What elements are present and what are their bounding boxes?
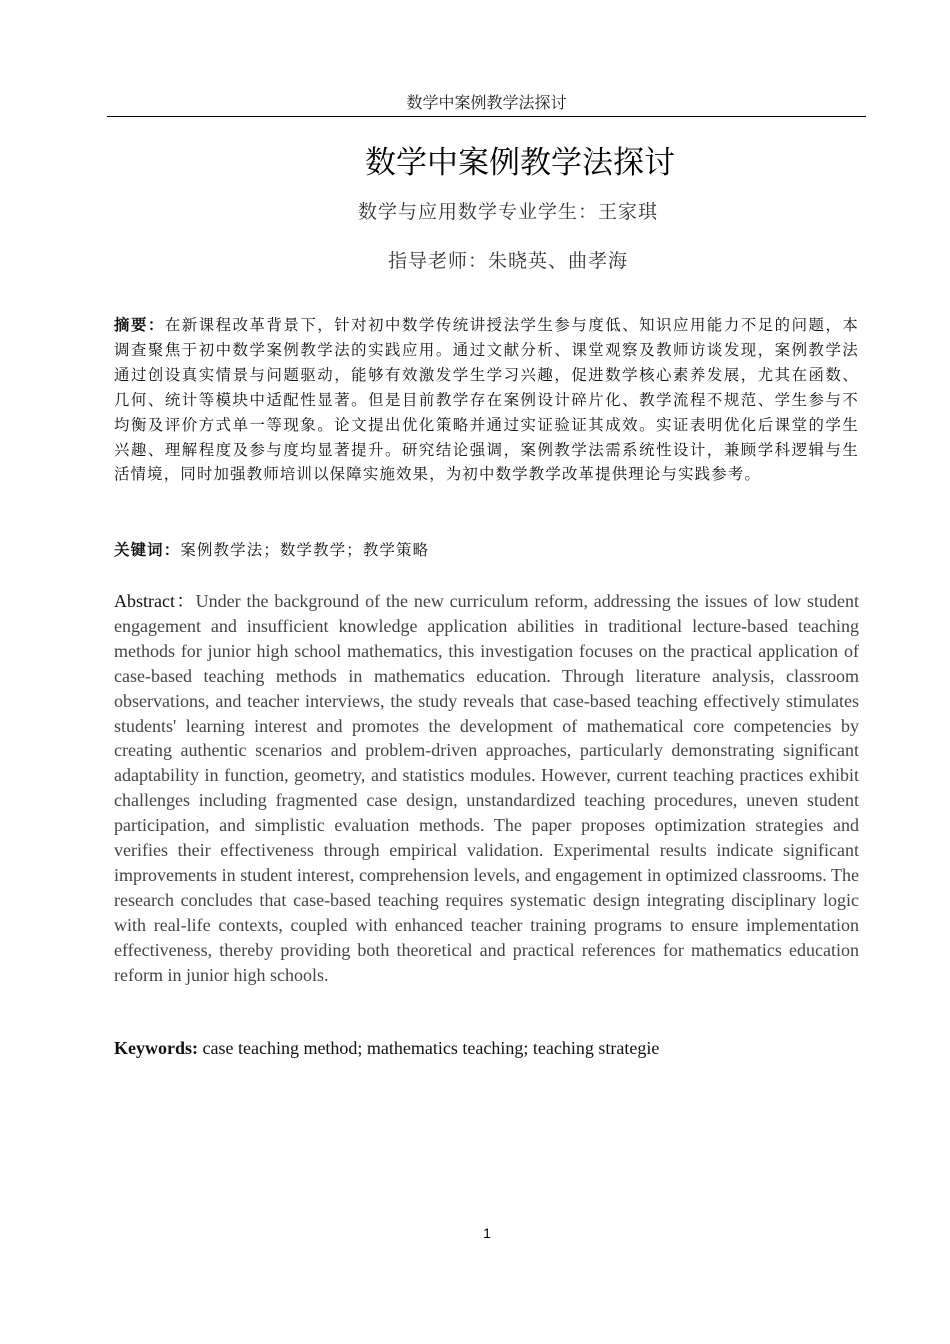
author-line: 数学与应用数学专业学生：王家琪 — [357, 201, 658, 223]
chinese-abstract — [114, 313, 859, 487]
english-abstract-label: Abstract： — [114, 591, 196, 611]
english-keywords-text: case teaching method; mathematics teaching; teaching strategie — [202, 1038, 660, 1058]
paper-title: 数学中案例教学法探讨 — [365, 145, 675, 181]
chinese-abstract-text: 在新课程改革背景下，针对初中数学传统讲授法学生参与度低、知识应用能力不足的问题，本调查聚焦于初中数学案例教学法的实践应用。通过文献分析、课堂观察及教师访谈发现，案例教学法通过创设真实情景与问题驱动，能够有效激发学生学习兴趣，促进数学核心素养发展，尤其在函数、几何、统计等模块中适配性显著。但是目前教学存在案例设计碎片化、教学流程不规范、学生参与不均衡及评价方式单一等现象。论文提出优化策略并通过实证验证其成效。实证表明优化后课堂的学生兴趣、理解程度及参与度均显著提升。研究结论强调，案例教学法需系统性设计，兼顾学科逻辑与生活情境，同时加强教师培训以保障实施效果，为初中数学教学改革提供理论与实践参考。 — [114, 316, 859, 484]
english-keywords-label: Keywords: — [114, 1038, 198, 1058]
advisor-line: 指导老师：朱晓英、曲孝海 — [387, 250, 628, 272]
chinese-abstract-label: 摘要： — [114, 316, 165, 334]
chinese-keywords — [114, 538, 859, 562]
chinese-keywords-text: 案例教学法；数学教学；教学策略 — [180, 541, 430, 559]
running-header-title: 数学中案例教学法探讨 — [406, 93, 567, 112]
running-header — [107, 92, 866, 117]
chinese-keywords-label: 关键词： — [114, 541, 181, 559]
english-keywords — [114, 1036, 859, 1060]
page-number: 1 — [483, 1225, 491, 1241]
english-abstract — [114, 589, 859, 988]
english-abstract-text: Under the background of the new curriculum reform, addressing the issues of low student engagement and insufficient knowledge application abilities in traditional lecture-based teaching methods for junior high school mathematics, this investigation focuses on the practical application of case-based teaching methods in mathematics education. Through literature analysis, classroom observations, and teacher interviews, the study reveals that case-based teaching effectively stimulates students' learning interest and promotes the development of mathematical core competencies by creating authentic scenarios and problem-driven approaches, particularly demonstrating significant adaptability in function, geometry, and statistics modules. However, current teaching practices exhibit challenges including fragmented case design, unstandardized teaching procedures, uneven student participation, and simplistic evaluation methods. The paper proposes optimization strategies and verifies their effectiveness through empirical validation. Experimental results indicate significant improvements in student interest, comprehension levels, and engagement in optimized classrooms. The research concludes that case-based teaching requires systematic design integrating disciplinary logic with real-life contexts, coupled with enhanced teacher training programs to ensure implementation effectiveness, thereby providing both theoretical and practical references for mathematics education reform in junior high schools. — [114, 591, 859, 985]
